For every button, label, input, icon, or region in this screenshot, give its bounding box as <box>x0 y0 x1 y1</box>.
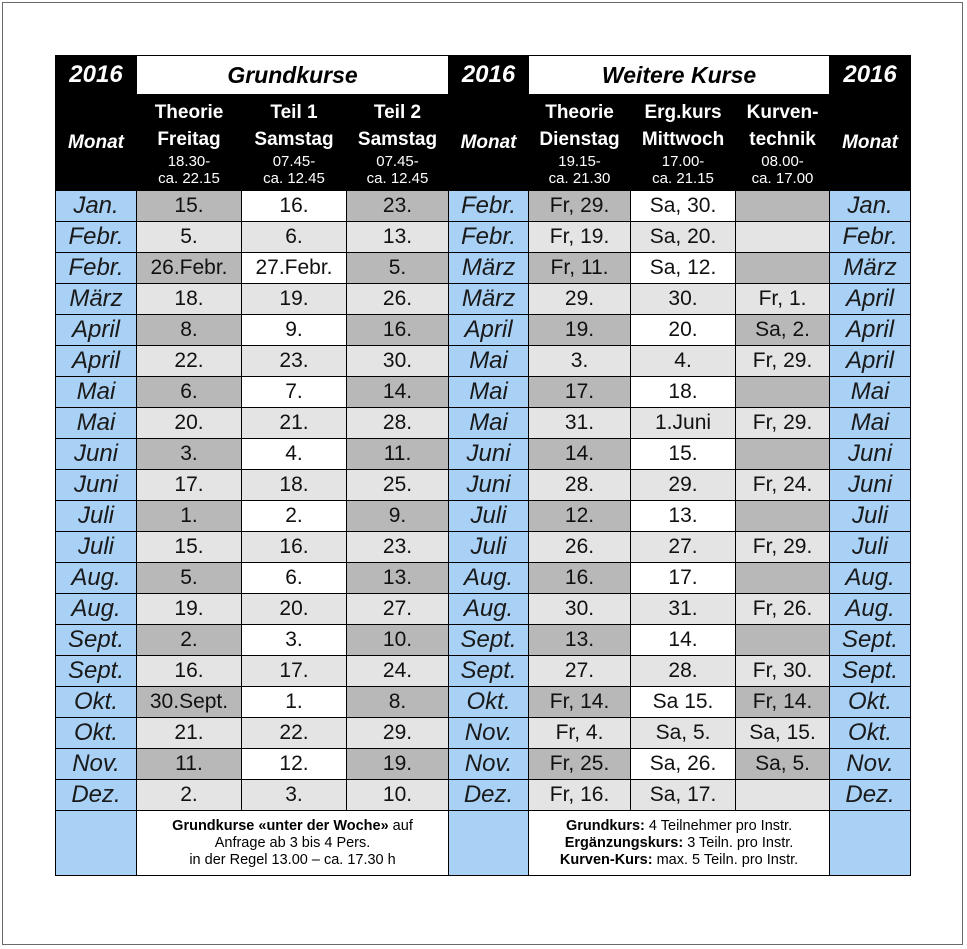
date-cell-theorie-dienstag: 13. <box>529 625 631 656</box>
month-cell-kurventechnik: Juni <box>830 470 911 501</box>
date-cell-theorie-dienstag: 30. <box>529 594 631 625</box>
date-cell-theorie-dienstag: 12. <box>529 501 631 532</box>
date-cell-teil1-samstag: 2. <box>242 501 347 532</box>
date-cell-teil1-samstag: 9. <box>242 315 347 346</box>
col-header-time1: 07.45- <box>272 152 316 170</box>
date-cell-theorie-dienstag: Fr, 16. <box>529 780 631 811</box>
month-cell-weitere: Febr. <box>449 222 529 253</box>
date-cell-theorie-dienstag: Fr, 25. <box>529 749 631 780</box>
month-cell-kurventechnik: Mai <box>830 408 911 439</box>
date-cell-theorie-dienstag: 16. <box>529 563 631 594</box>
date-cell-kurventechnik: Sa, 15. <box>736 718 830 749</box>
date-cell-teil1-samstag: 6. <box>242 222 347 253</box>
date-cell-teil1-samstag: 6. <box>242 563 347 594</box>
date-cell-teil2-samstag: 10. <box>347 625 449 656</box>
date-cell-teil2-samstag: 25. <box>347 470 449 501</box>
schedule-row <box>56 222 911 253</box>
month-cell-grundkurse: Dez. <box>56 780 137 811</box>
col-header-time1: 08.00- <box>761 152 804 170</box>
col-header-time1: 17.00- <box>661 152 705 170</box>
date-cell-theorie-dienstag: 27. <box>529 656 631 687</box>
date-cell-theorie-freitag: 5. <box>137 222 242 253</box>
year-label: 2016 <box>830 56 911 95</box>
month-cell-kurventechnik: Aug. <box>830 563 911 594</box>
date-cell-teil1-samstag: 4. <box>242 439 347 470</box>
date-cell-kurventechnik <box>736 253 830 284</box>
date-cell-teil1-samstag: 23. <box>242 346 347 377</box>
month-cell-grundkurse: Aug. <box>56 594 137 625</box>
date-cell-theorie-dienstag: 17. <box>529 377 631 408</box>
month-cell-grundkurse: Febr. <box>56 222 137 253</box>
schedule-row <box>56 191 911 222</box>
schedule-row <box>56 594 911 625</box>
date-cell-teil2-samstag: 23. <box>347 532 449 563</box>
col-header-line1: Theorie <box>545 101 614 123</box>
col-header-line1: Theorie <box>154 101 224 123</box>
schedule-row <box>56 408 911 439</box>
schedule-row <box>56 253 911 284</box>
footer-note-text: max. 5 Teiln. pro Instr. <box>652 851 799 868</box>
date-cell-kurventechnik: Fr, 29. <box>736 532 830 563</box>
date-cell-teil1-samstag: 16. <box>242 532 347 563</box>
date-cell-teil2-samstag: 5. <box>347 253 449 284</box>
month-cell-weitere: Nov. <box>449 749 529 780</box>
month-cell-grundkurse: Nov. <box>56 749 137 780</box>
date-cell-kurventechnik <box>736 501 830 532</box>
col-header-line2: technik <box>749 128 816 150</box>
month-cell-kurventechnik: Okt. <box>830 687 911 718</box>
month-cell-kurventechnik: April <box>830 346 911 377</box>
date-cell-kurventechnik <box>736 377 830 408</box>
date-cell-ergkurs-mittwoch: 15. <box>631 439 736 470</box>
month-cell-kurventechnik: Mai <box>830 377 911 408</box>
month-cell-kurventechnik: Aug. <box>830 594 911 625</box>
month-cell-grundkurse: Juli <box>56 532 137 563</box>
date-cell-teil2-samstag: 24. <box>347 656 449 687</box>
month-cell-grundkurse: Juni <box>56 470 137 501</box>
date-cell-teil2-samstag: 23. <box>347 191 449 222</box>
footer-note-text: in der Regel 13.00 – ca. 17.30 h <box>189 851 396 868</box>
footer-blue-cell <box>449 811 529 876</box>
schedule-row <box>56 780 911 811</box>
date-cell-theorie-freitag: 3. <box>137 439 242 470</box>
date-cell-kurventechnik: Fr, 30. <box>736 656 830 687</box>
date-cell-kurventechnik <box>736 222 830 253</box>
month-cell-kurventechnik: Febr. <box>830 222 911 253</box>
month-cell-grundkurse: Juni <box>56 439 137 470</box>
month-cell-kurventechnik: Nov. <box>830 749 911 780</box>
footer-note-text: 3 Teiln. pro Instr. <box>683 834 794 851</box>
date-cell-kurventechnik: Fr, 24. <box>736 470 830 501</box>
date-cell-theorie-freitag: 30.Sept. <box>137 687 242 718</box>
schedule-row <box>56 625 911 656</box>
date-cell-teil1-samstag: 27.Febr. <box>242 253 347 284</box>
schedule-row <box>56 563 911 594</box>
date-cell-theorie-freitag: 19. <box>137 594 242 625</box>
date-cell-kurventechnik: Sa, 2. <box>736 315 830 346</box>
month-cell-grundkurse: Okt. <box>56 718 137 749</box>
month-cell-weitere: Juli <box>449 501 529 532</box>
course-schedule-table <box>55 55 911 876</box>
date-cell-teil2-samstag: 28. <box>347 408 449 439</box>
date-cell-ergkurs-mittwoch: 27. <box>631 532 736 563</box>
month-cell-grundkurse: Febr. <box>56 253 137 284</box>
schedule-row <box>56 718 911 749</box>
monat-header: Monat <box>449 95 529 191</box>
col-header-kurventechnik <box>736 95 830 191</box>
date-cell-theorie-freitag: 8. <box>137 315 242 346</box>
month-cell-kurventechnik: März <box>830 253 911 284</box>
col-header-line1: Erg.kurs <box>644 101 722 123</box>
month-cell-grundkurse: April <box>56 346 137 377</box>
month-cell-weitere: Okt. <box>449 687 529 718</box>
col-header-teil1-samstag <box>242 95 347 191</box>
date-cell-theorie-dienstag: 31. <box>529 408 631 439</box>
date-cell-ergkurs-mittwoch: 17. <box>631 563 736 594</box>
month-cell-weitere: Dez. <box>449 780 529 811</box>
date-cell-teil2-samstag: 8. <box>347 687 449 718</box>
col-header-theorie-freitag <box>137 95 242 191</box>
date-cell-kurventechnik <box>736 625 830 656</box>
date-cell-ergkurs-mittwoch: Sa, 30. <box>631 191 736 222</box>
month-cell-weitere: Sept. <box>449 625 529 656</box>
date-cell-teil1-samstag: 1. <box>242 687 347 718</box>
month-cell-kurventechnik: Okt. <box>830 718 911 749</box>
footer-note-text: 4 Teilnehmer pro Instr. <box>644 817 793 834</box>
month-cell-grundkurse: Aug. <box>56 563 137 594</box>
date-cell-teil2-samstag: 14. <box>347 377 449 408</box>
date-cell-theorie-dienstag: Fr, 14. <box>529 687 631 718</box>
date-cell-teil1-samstag: 3. <box>242 780 347 811</box>
date-cell-ergkurs-mittwoch: 1.Juni <box>631 408 736 439</box>
year-header-row <box>56 56 911 95</box>
col-header-time2: ca. 17.00 <box>751 169 814 187</box>
month-cell-grundkurse: März <box>56 284 137 315</box>
schedule-row <box>56 687 911 718</box>
monat-header: Monat <box>56 95 137 191</box>
date-cell-theorie-freitag: 18. <box>137 284 242 315</box>
col-header-line2: Freitag <box>157 128 221 150</box>
schedule-row <box>56 439 911 470</box>
footer-note-grundkurse <box>137 811 449 876</box>
col-header-time1: 18.30- <box>167 152 211 170</box>
date-cell-theorie-dienstag: 3. <box>529 346 631 377</box>
date-cell-teil1-samstag: 7. <box>242 377 347 408</box>
date-cell-theorie-dienstag: 14. <box>529 439 631 470</box>
col-header-line1: Teil 1 <box>270 101 318 123</box>
date-cell-theorie-freitag: 22. <box>137 346 242 377</box>
col-header-ergkurs-mittwoch <box>631 95 736 191</box>
footer-blue-cell <box>830 811 911 876</box>
year-label: 2016 <box>449 56 529 95</box>
month-cell-weitere: Aug. <box>449 594 529 625</box>
date-cell-kurventechnik: Sa, 5. <box>736 749 830 780</box>
date-cell-teil2-samstag: 13. <box>347 563 449 594</box>
footer-row <box>56 811 911 876</box>
date-cell-ergkurs-mittwoch: 20. <box>631 315 736 346</box>
date-cell-ergkurs-mittwoch: 14. <box>631 625 736 656</box>
month-cell-kurventechnik: April <box>830 284 911 315</box>
footer-note-teilnehmer <box>529 811 830 876</box>
date-cell-kurventechnik <box>736 191 830 222</box>
date-cell-ergkurs-mittwoch: Sa, 5. <box>631 718 736 749</box>
month-cell-weitere: Nov. <box>449 718 529 749</box>
month-cell-weitere: Sept. <box>449 656 529 687</box>
date-cell-theorie-freitag: 21. <box>137 718 242 749</box>
date-cell-theorie-freitag: 17. <box>137 470 242 501</box>
col-header-theorie-dienstag <box>529 95 631 191</box>
date-cell-theorie-freitag: 15. <box>137 532 242 563</box>
month-cell-weitere: Juni <box>449 470 529 501</box>
date-cell-kurventechnik <box>736 439 830 470</box>
col-header-time1: 07.45- <box>376 152 419 170</box>
date-cell-teil2-samstag: 29. <box>347 718 449 749</box>
month-cell-grundkurse: Jan. <box>56 191 137 222</box>
col-header-time1: 19.15- <box>558 152 601 170</box>
month-cell-grundkurse: April <box>56 315 137 346</box>
date-cell-theorie-dienstag: Fr, 29. <box>529 191 631 222</box>
month-cell-grundkurse: Okt. <box>56 687 137 718</box>
date-cell-teil2-samstag: 16. <box>347 315 449 346</box>
month-cell-kurventechnik: Sept. <box>830 656 911 687</box>
month-cell-weitere: Mai <box>449 408 529 439</box>
date-cell-theorie-freitag: 2. <box>137 625 242 656</box>
footer-note-text: Anfrage ab 3 bis 4 Pers. <box>214 834 371 851</box>
date-cell-theorie-dienstag: 19. <box>529 315 631 346</box>
date-cell-theorie-freitag: 5. <box>137 563 242 594</box>
col-header-line2: Samstag <box>254 128 334 150</box>
month-cell-kurventechnik: Dez. <box>830 780 911 811</box>
column-header-row <box>56 95 911 191</box>
date-cell-ergkurs-mittwoch: 28. <box>631 656 736 687</box>
date-cell-ergkurs-mittwoch: 4. <box>631 346 736 377</box>
schedule-row <box>56 749 911 780</box>
date-cell-teil1-samstag: 22. <box>242 718 347 749</box>
month-cell-grundkurse: Juli <box>56 501 137 532</box>
date-cell-theorie-freitag: 1. <box>137 501 242 532</box>
date-cell-teil2-samstag: 26. <box>347 284 449 315</box>
date-cell-theorie-dienstag: 26. <box>529 532 631 563</box>
date-cell-teil2-samstag: 10. <box>347 780 449 811</box>
date-cell-theorie-freitag: 26.Febr. <box>137 253 242 284</box>
schedule-row <box>56 501 911 532</box>
footer-note-bold: Grundkurs: <box>565 817 645 834</box>
date-cell-theorie-freitag: 20. <box>137 408 242 439</box>
date-cell-teil1-samstag: 19. <box>242 284 347 315</box>
section-title-weitere-kurse: Weitere Kurse <box>529 56 830 95</box>
date-cell-theorie-freitag: 2. <box>137 780 242 811</box>
month-cell-grundkurse: Sept. <box>56 656 137 687</box>
schedule-row <box>56 656 911 687</box>
schedule-row <box>56 284 911 315</box>
date-cell-ergkurs-mittwoch: 31. <box>631 594 736 625</box>
date-cell-teil2-samstag: 9. <box>347 501 449 532</box>
date-cell-teil2-samstag: 27. <box>347 594 449 625</box>
col-header-line2: Samstag <box>357 128 438 150</box>
date-cell-kurventechnik: Fr, 29. <box>736 346 830 377</box>
schedule-row <box>56 346 911 377</box>
date-cell-kurventechnik: Fr, 1. <box>736 284 830 315</box>
date-cell-theorie-freitag: 15. <box>137 191 242 222</box>
date-cell-ergkurs-mittwoch: 29. <box>631 470 736 501</box>
date-cell-kurventechnik: Fr, 26. <box>736 594 830 625</box>
col-header-line1: Teil 2 <box>373 101 422 123</box>
date-cell-theorie-dienstag: 28. <box>529 470 631 501</box>
col-header-time2: ca. 21.30 <box>548 169 611 187</box>
date-cell-teil2-samstag: 30. <box>347 346 449 377</box>
col-header-time2: ca. 12.45 <box>366 169 429 187</box>
date-cell-theorie-dienstag: 29. <box>529 284 631 315</box>
month-cell-kurventechnik: Juli <box>830 532 911 563</box>
date-cell-ergkurs-mittwoch: Sa, 20. <box>631 222 736 253</box>
date-cell-theorie-freitag: 11. <box>137 749 242 780</box>
date-cell-theorie-freitag: 16. <box>137 656 242 687</box>
month-cell-kurventechnik: Sept. <box>830 625 911 656</box>
date-cell-theorie-dienstag: Fr, 19. <box>529 222 631 253</box>
section-title-grundkurse: Grundkurse <box>137 56 449 95</box>
date-cell-ergkurs-mittwoch: 18. <box>631 377 736 408</box>
footer-note-bold: Grundkurse «unter der Woche» <box>172 817 389 834</box>
month-cell-weitere: Mai <box>449 377 529 408</box>
date-cell-kurventechnik <box>736 780 830 811</box>
date-cell-ergkurs-mittwoch: Sa, 17. <box>631 780 736 811</box>
date-cell-ergkurs-mittwoch: Sa, 12. <box>631 253 736 284</box>
date-cell-teil2-samstag: 13. <box>347 222 449 253</box>
month-cell-kurventechnik: Juni <box>830 439 911 470</box>
date-cell-kurventechnik: Fr, 29. <box>736 408 830 439</box>
month-cell-kurventechnik: Jan. <box>830 191 911 222</box>
month-cell-weitere: Juli <box>449 532 529 563</box>
date-cell-theorie-dienstag: Fr, 4. <box>529 718 631 749</box>
month-cell-weitere: April <box>449 315 529 346</box>
month-cell-grundkurse: Mai <box>56 377 137 408</box>
footer-note-bold: Kurven-Kurs: <box>559 851 653 868</box>
col-header-time2: ca. 22.15 <box>158 169 220 187</box>
schedule-row <box>56 315 911 346</box>
date-cell-kurventechnik: Fr, 14. <box>736 687 830 718</box>
col-header-line2: Dienstag <box>539 128 620 150</box>
date-cell-teil1-samstag: 20. <box>242 594 347 625</box>
date-cell-teil1-samstag: 21. <box>242 408 347 439</box>
month-cell-weitere: Juni <box>449 439 529 470</box>
month-cell-weitere: Aug. <box>449 563 529 594</box>
col-header-time2: ca. 12.45 <box>263 169 325 187</box>
schedule-row <box>56 532 911 563</box>
col-header-teil2-samstag <box>347 95 449 191</box>
year-label: 2016 <box>56 56 137 95</box>
month-cell-kurventechnik: April <box>830 315 911 346</box>
date-cell-theorie-dienstag: Fr, 11. <box>529 253 631 284</box>
date-cell-teil1-samstag: 18. <box>242 470 347 501</box>
month-cell-weitere: Febr. <box>449 191 529 222</box>
month-cell-kurventechnik: Juli <box>830 501 911 532</box>
date-cell-ergkurs-mittwoch: Sa, 26. <box>631 749 736 780</box>
date-cell-teil1-samstag: 17. <box>242 656 347 687</box>
footer-note-bold: Ergänzungskurs: <box>564 834 684 851</box>
date-cell-teil2-samstag: 11. <box>347 439 449 470</box>
date-cell-kurventechnik <box>736 563 830 594</box>
date-cell-theorie-freitag: 6. <box>137 377 242 408</box>
date-cell-ergkurs-mittwoch: 13. <box>631 501 736 532</box>
month-cell-weitere: März <box>449 284 529 315</box>
footer-blue-cell <box>56 811 137 876</box>
schedule-row <box>56 470 911 501</box>
monat-header: Monat <box>830 95 911 191</box>
col-header-line1: Kurven- <box>746 101 819 123</box>
date-cell-ergkurs-mittwoch: Sa 15. <box>631 687 736 718</box>
month-cell-weitere: Mai <box>449 346 529 377</box>
month-cell-grundkurse: Sept. <box>56 625 137 656</box>
col-header-time2: ca. 21.15 <box>652 169 714 187</box>
date-cell-teil1-samstag: 16. <box>242 191 347 222</box>
date-cell-teil1-samstag: 3. <box>242 625 347 656</box>
footer-note-text: auf <box>388 817 413 834</box>
date-cell-teil1-samstag: 12. <box>242 749 347 780</box>
month-cell-weitere: März <box>449 253 529 284</box>
schedule-row <box>56 377 911 408</box>
month-cell-grundkurse: Mai <box>56 408 137 439</box>
col-header-line2: Mittwoch <box>641 128 725 150</box>
date-cell-teil2-samstag: 19. <box>347 749 449 780</box>
date-cell-ergkurs-mittwoch: 30. <box>631 284 736 315</box>
